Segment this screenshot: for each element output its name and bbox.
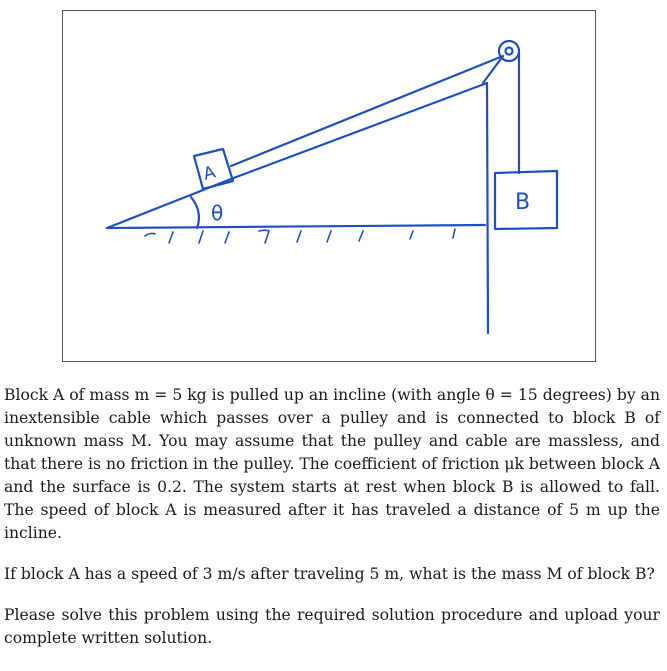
ground-hatching <box>145 229 455 243</box>
diagram-frame <box>62 10 596 362</box>
incline-pulley-diagram <box>63 11 597 363</box>
block-a-label: A <box>201 162 218 185</box>
pulley <box>499 41 519 61</box>
problem-statement <box>4 384 660 668</box>
problem-paragraph-2: If block A has a speed of 3 m/s after traveling 5 m, what is the mass M of block B? <box>4 565 655 583</box>
incline-upper-edge <box>231 56 503 166</box>
pulley-axle <box>506 48 513 55</box>
vertical-wall <box>487 83 488 333</box>
problem-paragraph-1: Block A of mass m = 5 kg is pulled up an incline (with angle θ = 15 degrees) by an inextensible cable which passes over a pulley and is connected to block B of unknown mass M. You may assume that the pulley and cable are massless, and that there is no friction in the pulley. The coefficient of friction μk between block A and the surface is 0.2. The system starts at rest when block B is allowed to fall. The speed of block A is measured after it has traveled a distance of 5 m up the incline. <box>4 386 660 542</box>
problem-paragraph-3: Please solve this problem using the required solution procedure and upload your complete written solution. <box>4 606 660 647</box>
angle-theta-label: θ <box>211 201 224 225</box>
angle-arc <box>191 197 199 228</box>
ground-line <box>107 225 485 228</box>
incline-surface <box>107 83 487 228</box>
block-b-label: B <box>515 190 531 215</box>
